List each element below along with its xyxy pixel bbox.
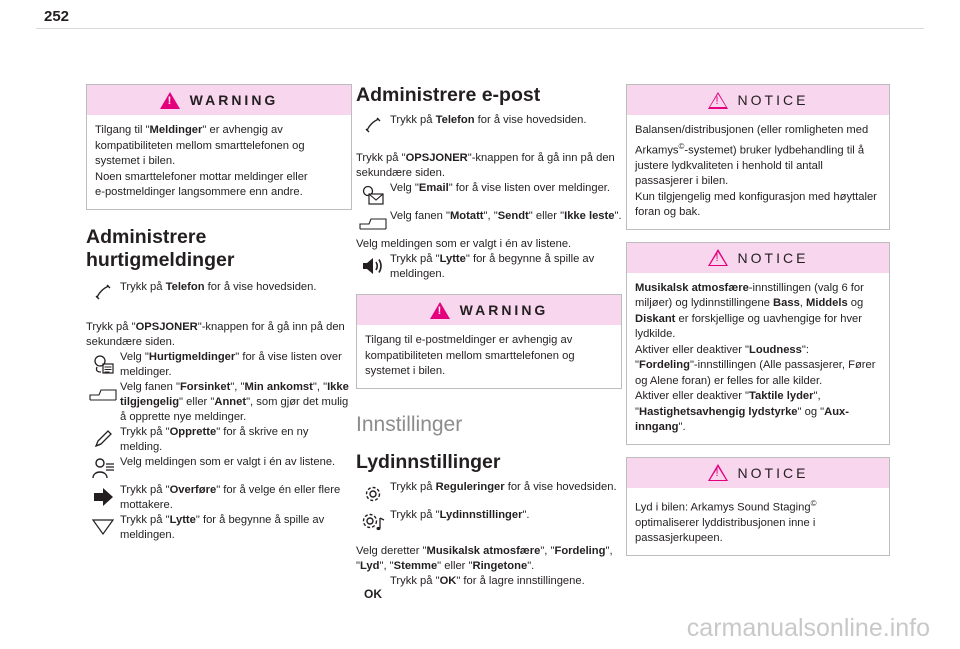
column-quick-messages xyxy=(86,84,352,543)
section-heading-sound: Lydinnstillinger xyxy=(356,450,501,473)
sound-options-instruction: Velg deretter "Musikalsk atmosfære", "Fordeling", "Lyd", "Stemme" eller "Ringetone". xyxy=(356,544,613,572)
notice-label: NOTICE xyxy=(737,464,809,481)
email-icon xyxy=(356,181,390,209)
step-listen: Trykk på "Lytte" for å begynne å spille av meldingen. xyxy=(86,513,352,543)
notice-triangle-icon xyxy=(708,249,728,266)
tab-icon xyxy=(86,380,120,408)
column-email-settings xyxy=(356,84,622,602)
warning-text: Tilgang til "Meldinger" er avhengig av kompatibiliteten mellom smarttelefonen og systemet i bilen. Noen smarttelefoner mottar meldinger eller e-postmeldinger langsommere enn andre. xyxy=(95,124,308,198)
section-heading-email: Administrere e-post xyxy=(356,84,541,106)
warning-box-messages xyxy=(86,84,352,210)
notice-label: NOTICE xyxy=(737,249,809,266)
telephone-icon xyxy=(86,278,120,306)
ok-icon: OK xyxy=(364,586,382,601)
step-select-tab: Velg fanen "Forsinket", "Min ankomst", "Ikke tilgjengelig" eller "Annet", som gjør det mulig å opprette nye meldinger. xyxy=(86,380,352,425)
quick-message-icon xyxy=(86,350,120,378)
notice-triangle-icon xyxy=(708,92,728,109)
notice-box-sound-staging xyxy=(626,457,890,556)
pen-icon xyxy=(86,425,120,453)
step-create: Trykk på "Opprette" for å skrive en ny melding. xyxy=(86,425,352,455)
telephone-icon xyxy=(356,111,390,139)
notice-box-balance xyxy=(626,84,890,230)
forward-arrow-icon xyxy=(86,483,120,511)
watermark: carmanualsonline.info xyxy=(686,614,930,642)
step-select-message: Velg meldingen som er valgt i én av listene. xyxy=(86,455,352,483)
notice-label: NOTICE xyxy=(737,92,809,108)
section-title-settings: Innstillinger xyxy=(356,412,463,436)
gear-icon xyxy=(356,480,390,508)
play-icon xyxy=(86,513,120,541)
notice-triangle-icon xyxy=(708,464,728,481)
step-press-settings: Trykk på Reguleringer for å vise hovedsiden. xyxy=(356,480,622,508)
notice-box-atmosphere xyxy=(626,242,890,445)
step-save: OK Trykk på "OK" for å lagre innstillingene. xyxy=(356,574,622,602)
warning-triangle-icon xyxy=(160,92,180,109)
notice-header xyxy=(627,243,889,273)
warning-label: WARNING xyxy=(189,92,279,108)
notice-header xyxy=(627,458,889,488)
select-message-text: Velg meldingen som er valgt i én av listene. xyxy=(356,238,572,250)
header-divider xyxy=(36,28,924,29)
speaker-icon xyxy=(356,252,390,280)
step-press-telephone-email: Trykk på Telefon for å vise hovedsiden. xyxy=(356,111,622,139)
warning-text: Tilgang til e-postmeldinger er avhengig av kompatibiliteten mellom smarttelefonen og systemet i bilen. xyxy=(365,334,575,377)
options-instruction-email: Trykk på "OPSJONER"-knappen for å gå inn på den sekundære siden. xyxy=(356,152,615,179)
step-select-tab-email: Velg fanen "Motatt", "Sendt" eller "Ikke leste". xyxy=(356,209,622,237)
column-notices xyxy=(626,84,890,556)
warning-label: WARNING xyxy=(459,302,549,318)
step-press-telephone: Trykk på Telefon for å vise hovedsiden. xyxy=(86,278,352,306)
step-select-quick-messages: Velg "Hurtigmeldinger" for å vise listen over meldinger. xyxy=(86,350,352,380)
warning-triangle-icon xyxy=(430,302,450,319)
warning-header xyxy=(357,295,621,325)
step-forward: Trykk på "Overføre" for å velge én eller flere mottakere. xyxy=(86,483,352,513)
step-listen-email: Trykk på "Lytte" for å begynne å spille av meldingen. xyxy=(356,252,622,282)
section-heading-quick-messages: Administrere hurtigmeldinger xyxy=(86,225,235,271)
notice-text: Lyd i bilen: Arkamys Sound Staging© optimaliserer lyddistribusjonen inne i passasjerkupeen. xyxy=(635,498,817,545)
page-number: 252 xyxy=(44,8,70,25)
warning-box-email xyxy=(356,294,622,389)
tab-icon xyxy=(356,209,390,237)
warning-header xyxy=(87,85,351,115)
notice-text: Balansen/distribusjonen (eller romligheten med Arkamys©-systemet) bruker lydbehandling til å justere lydkvaliteten i henhold til antall passasjerer i bilen. Kun tilgjengelig med konfigurasjon med høyttaler foran og bak. xyxy=(635,124,877,219)
step-select-email: Velg "Email" for å vise listen over meldinger. xyxy=(356,181,622,209)
contact-list-icon xyxy=(86,455,120,483)
step-sound-settings: Trykk på "Lydinnstillinger". xyxy=(356,508,622,536)
notice-header xyxy=(627,85,889,115)
options-instruction: Trykk på "OPSJONER"-knappen for å gå inn på den sekundære siden. xyxy=(86,320,345,348)
notice-text: Musikalsk atmosfære-innstillingen (valg 6 for miljøer) og lydinnstillingene Bass, Middels og Diskant er forskjellige og uavhengige for hver lydkilde. Aktiver eller deaktiver "Loudness": "Fordeling"-innstillingen (Alle passasjerer, Fører og Alene foran) er felles for alle kilder. Aktiver eller deaktiver "Taktile lyder", "Hastighetsavhengig lydstyrke" og "Aux-inngang". xyxy=(635,281,876,434)
gear-music-icon xyxy=(356,508,390,536)
